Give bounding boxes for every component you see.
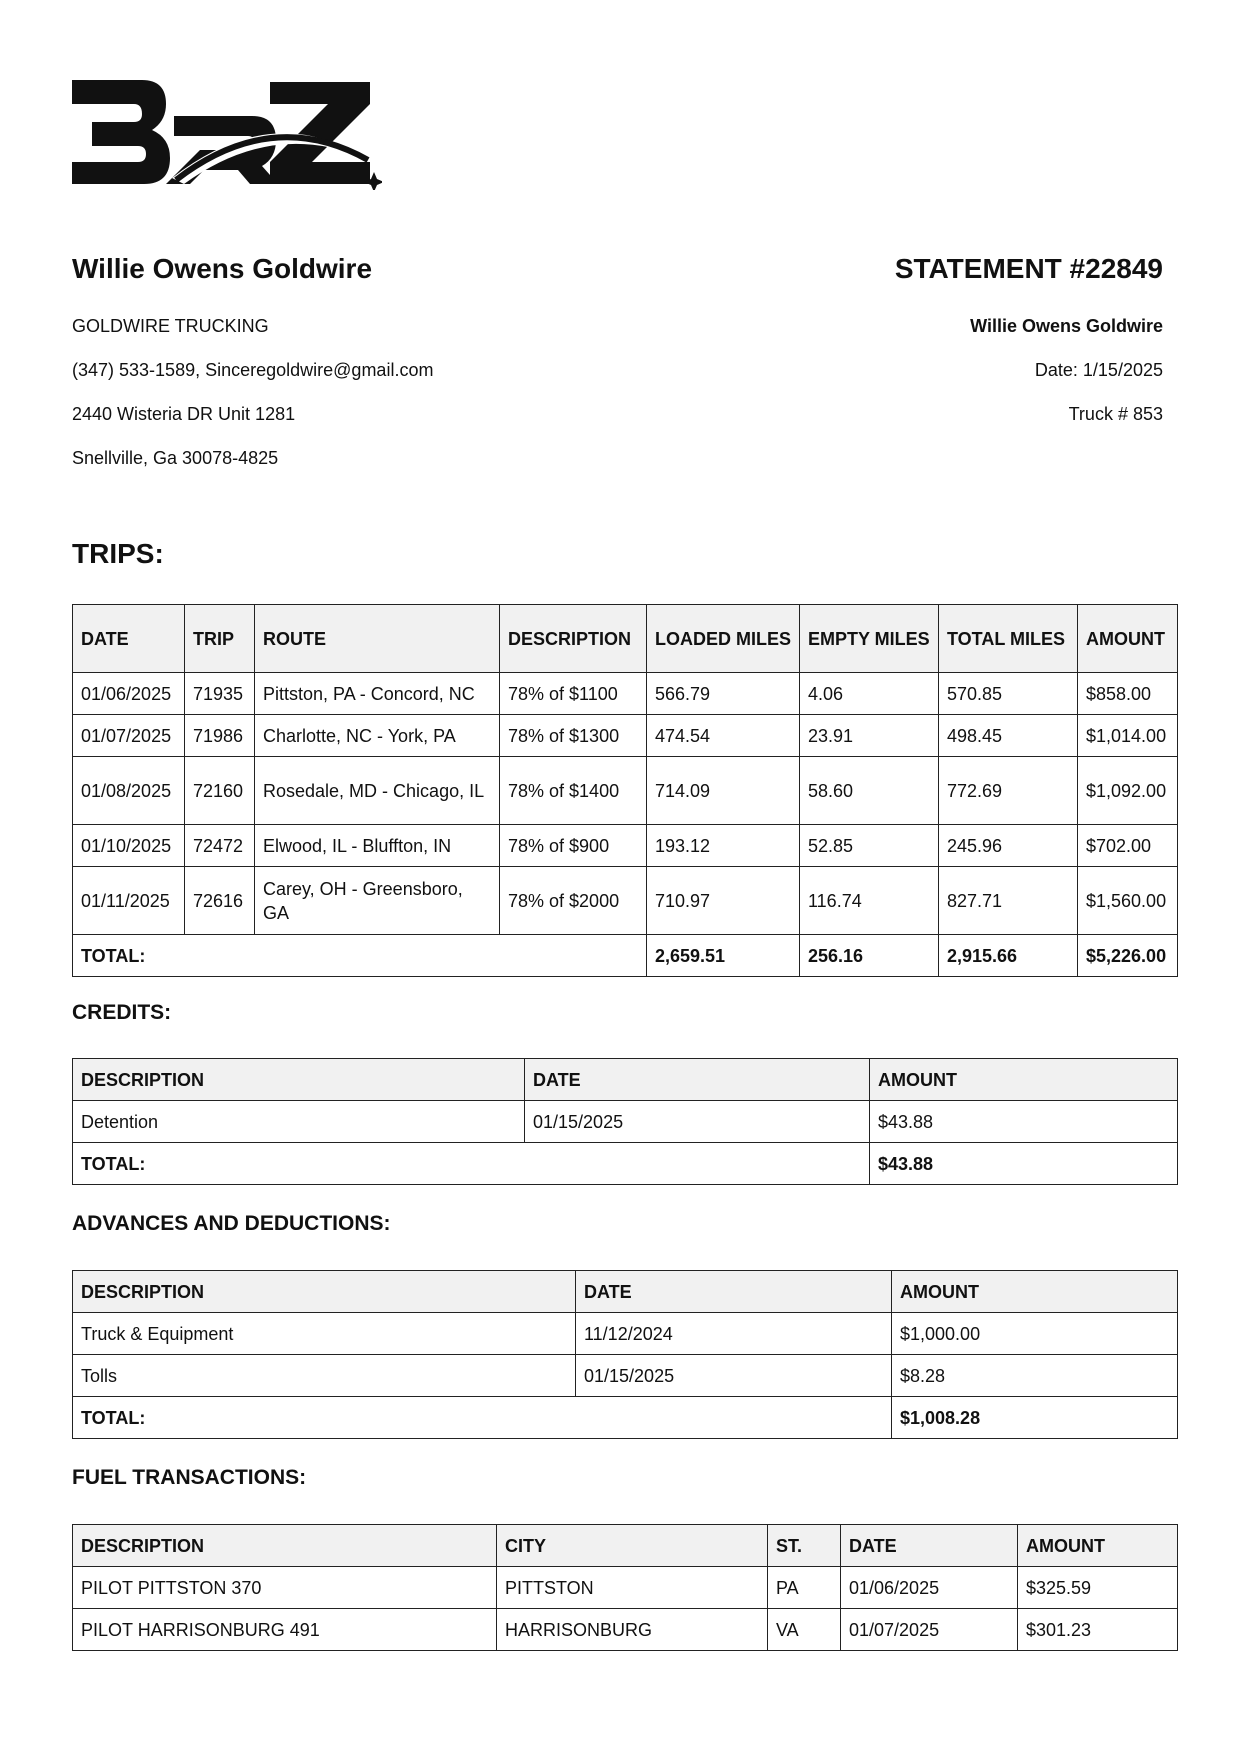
trip-description: 78% of $1100 [500, 673, 647, 715]
trip-loaded-miles: 710.97 [647, 867, 800, 935]
table-row [73, 825, 1178, 867]
trip-total-miles: 498.45 [939, 715, 1078, 757]
trip-date: 01/11/2025 [73, 867, 185, 935]
deduction-amount: $8.28 [892, 1355, 1178, 1397]
total-label: TOTAL: [73, 1397, 892, 1439]
deductions-table [72, 1270, 1178, 1439]
deductions-header-row [73, 1271, 1178, 1313]
col-amount: AMOUNT [1018, 1525, 1178, 1567]
table-row [73, 867, 1178, 935]
trip-loaded-miles: 193.12 [647, 825, 800, 867]
fuel-heading: FUEL TRANSACTIONS: [72, 1466, 307, 1489]
trip-empty-miles: 4.06 [800, 673, 939, 715]
deductions-total-row [73, 1397, 1178, 1439]
col-description: DESCRIPTION [73, 1059, 525, 1101]
trip-total-miles: 570.85 [939, 673, 1078, 715]
trip-date: 01/08/2025 [73, 757, 185, 825]
trip-loaded-miles: 474.54 [647, 715, 800, 757]
trip-route: Rosedale, MD - Chicago, IL [255, 757, 500, 825]
credits-header-row [73, 1059, 1178, 1101]
statement-recipient: Willie Owens Goldwire [970, 316, 1163, 336]
trip-number: 72472 [185, 825, 255, 867]
fuel-state: PA [768, 1567, 841, 1609]
deduction-description: Tolls [73, 1355, 576, 1397]
trip-amount: $702.00 [1078, 825, 1178, 867]
driver-name: Willie Owens Goldwire [72, 253, 373, 284]
total-label: TOTAL: [73, 935, 647, 977]
fuel-date: 01/06/2025 [841, 1567, 1018, 1609]
trip-date: 01/10/2025 [73, 825, 185, 867]
col-description: DESCRIPTION [73, 1525, 497, 1567]
table-row [73, 1101, 1178, 1143]
col-description: DESCRIPTION [500, 605, 647, 673]
credits-table [72, 1058, 1178, 1185]
credits-heading: CREDITS: [72, 1001, 172, 1024]
deduction-date: 11/12/2024 [576, 1313, 892, 1355]
trips-heading: TRIPS: [72, 538, 164, 569]
trips-total-row [73, 935, 1178, 977]
col-amount: AMOUNT [1078, 605, 1178, 673]
trip-loaded-miles: 714.09 [647, 757, 800, 825]
credit-amount: $43.88 [870, 1101, 1178, 1143]
table-row [73, 757, 1178, 825]
trip-amount: $1,092.00 [1078, 757, 1178, 825]
col-total-miles: TOTAL MILES [939, 605, 1078, 673]
trip-loaded-miles: 566.79 [647, 673, 800, 715]
company-logo [72, 80, 382, 190]
col-loaded-miles: LOADED MILES [647, 605, 800, 673]
col-amount: AMOUNT [892, 1271, 1178, 1313]
trip-empty-miles: 23.91 [800, 715, 939, 757]
trip-date: 01/06/2025 [73, 673, 185, 715]
trip-description: 78% of $2000 [500, 867, 647, 935]
truck-number: Truck # 853 [1068, 404, 1163, 424]
trips-header-row [73, 605, 1178, 673]
fuel-amount: $301.23 [1018, 1609, 1178, 1651]
col-amount: AMOUNT [870, 1059, 1178, 1101]
trip-date: 01/07/2025 [73, 715, 185, 757]
col-date: DATE [73, 605, 185, 673]
trip-total-miles: 827.71 [939, 867, 1078, 935]
fuel-header-row [73, 1525, 1178, 1567]
statement-title: STATEMENT #22849 [894, 253, 1163, 284]
fuel-description: PILOT HARRISONBURG 491 [73, 1609, 497, 1651]
trip-description: 78% of $900 [500, 825, 647, 867]
table-row [73, 1567, 1178, 1609]
trip-route: Carey, OH - Greensboro, GA [255, 867, 500, 935]
trip-route: Pittston, PA - Concord, NC [255, 673, 500, 715]
trip-amount: $1,014.00 [1078, 715, 1178, 757]
fuel-amount: $325.59 [1018, 1567, 1178, 1609]
col-city: CITY [497, 1525, 768, 1567]
col-date: DATE [525, 1059, 870, 1101]
col-state: ST. [768, 1525, 841, 1567]
trip-route: Elwood, IL - Bluffton, IN [255, 825, 500, 867]
table-row [73, 1355, 1178, 1397]
contact-info: (347) 533-1589, Sinceregoldwire@gmail.com [72, 360, 434, 380]
deduction-date: 01/15/2025 [576, 1355, 892, 1397]
fuel-state: VA [768, 1609, 841, 1651]
trip-empty-miles: 58.60 [800, 757, 939, 825]
fuel-city: PITTSTON [497, 1567, 768, 1609]
deductions-heading: ADVANCES AND DEDUCTIONS: [72, 1212, 391, 1235]
total-loaded-miles: 2,659.51 [647, 935, 800, 977]
total-empty-miles: 256.16 [800, 935, 939, 977]
table-row [73, 1609, 1178, 1651]
col-description: DESCRIPTION [73, 1271, 576, 1313]
table-row [73, 673, 1178, 715]
statement-date: Date: 1/15/2025 [1034, 360, 1163, 380]
table-row [73, 1313, 1178, 1355]
trip-total-miles: 245.96 [939, 825, 1078, 867]
fuel-table [72, 1524, 1178, 1651]
fuel-city: HARRISONBURG [497, 1609, 768, 1651]
credit-description: Detention [73, 1101, 525, 1143]
fuel-date: 01/07/2025 [841, 1609, 1018, 1651]
col-date: DATE [576, 1271, 892, 1313]
total-label: TOTAL: [73, 1143, 870, 1185]
address-line-2: Snellville, Ga 30078-4825 [72, 448, 279, 468]
credits-total-row [73, 1143, 1178, 1185]
trip-number: 71935 [185, 673, 255, 715]
trip-empty-miles: 116.74 [800, 867, 939, 935]
trip-total-miles: 772.69 [939, 757, 1078, 825]
address-line-1: 2440 Wisteria DR Unit 1281 [72, 404, 296, 424]
trip-number: 71986 [185, 715, 255, 757]
col-trip: TRIP [185, 605, 255, 673]
trip-empty-miles: 52.85 [800, 825, 939, 867]
total-amount: $43.88 [870, 1143, 1178, 1185]
trip-route: Charlotte, NC - York, PA [255, 715, 500, 757]
trips-table [72, 604, 1178, 977]
total-amount: $5,226.00 [1078, 935, 1178, 977]
trip-amount: $1,560.00 [1078, 867, 1178, 935]
table-row [73, 715, 1178, 757]
trip-number: 72160 [185, 757, 255, 825]
fuel-description: PILOT PITTSTON 370 [73, 1567, 497, 1609]
credit-date: 01/15/2025 [525, 1101, 870, 1143]
col-empty-miles: EMPTY MILES [800, 605, 939, 673]
trip-description: 78% of $1300 [500, 715, 647, 757]
deduction-amount: $1,000.00 [892, 1313, 1178, 1355]
total-amount: $1,008.28 [892, 1397, 1178, 1439]
col-date: DATE [841, 1525, 1018, 1567]
trip-number: 72616 [185, 867, 255, 935]
col-route: ROUTE [255, 605, 500, 673]
total-total-miles: 2,915.66 [939, 935, 1078, 977]
company-name: GOLDWIRE TRUCKING [72, 316, 269, 336]
trip-amount: $858.00 [1078, 673, 1178, 715]
deduction-description: Truck & Equipment [73, 1313, 576, 1355]
trip-description: 78% of $1400 [500, 757, 647, 825]
